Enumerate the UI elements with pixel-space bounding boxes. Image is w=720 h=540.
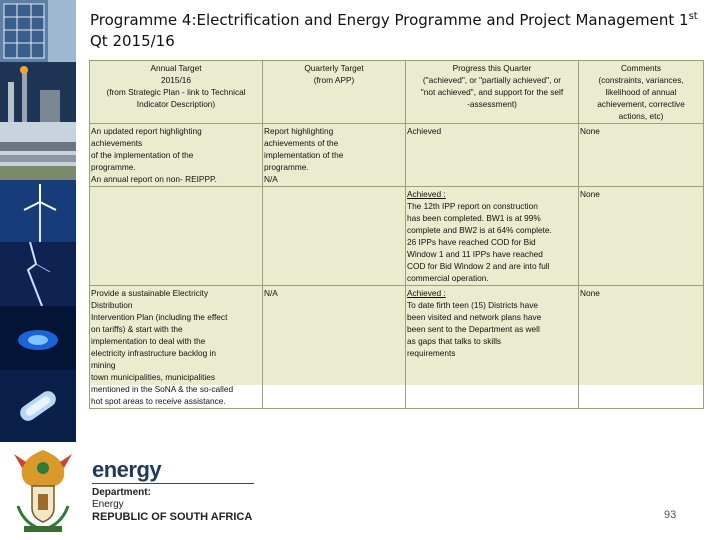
header-comments-line: likelihood of annual xyxy=(605,87,677,97)
gas-flame-photo xyxy=(0,306,76,370)
header-comments xyxy=(579,61,704,124)
cell-line: achievements of the xyxy=(264,138,339,148)
header-quarterly-line: Quarterly Target xyxy=(304,63,364,73)
energy-bulb-photo xyxy=(0,370,76,442)
cell-line: on tariffs) & start with the xyxy=(91,324,183,334)
cell-line: achievements xyxy=(91,138,143,148)
energy-logo-text: energy xyxy=(92,457,162,482)
cell-line: as gaps that talks to skills xyxy=(407,336,502,346)
solar-panel-photo xyxy=(0,0,76,62)
header-annual-target xyxy=(90,61,263,124)
department-name: Energy xyxy=(92,499,124,510)
header-progress-line: -assessment) xyxy=(467,99,517,109)
cell-line: The 12th IPP report on construction xyxy=(407,201,538,211)
department-label: Department: xyxy=(92,487,151,498)
cell-line: None xyxy=(580,126,600,136)
header-comments-line: actions, etc) xyxy=(618,111,664,121)
title-main: Programme 4:Electrification and Energy Programme and Project Management 1 xyxy=(90,11,689,29)
cell-line: been visited and network plans have xyxy=(407,312,542,322)
cell-line: An annual report on non- REIPPP. xyxy=(91,174,217,184)
table-cell-quarterly xyxy=(263,286,406,409)
table-cell-comments xyxy=(579,124,704,187)
cell-line: of the implementation of the xyxy=(91,150,194,160)
cell-line: town municipalities, municipalities xyxy=(91,372,216,382)
cell-line: N/A xyxy=(264,288,278,298)
cell-line: has been completed. BW1 is at 99% xyxy=(407,213,541,223)
cell-line: programme. xyxy=(264,162,309,172)
table-cell-progress xyxy=(406,286,579,409)
table-cell-comments xyxy=(579,286,704,409)
header-progress-line: ("achieved", or "partially achieved", or xyxy=(422,75,562,85)
progress-table xyxy=(89,60,703,406)
cell-line: An updated report highlighting xyxy=(91,126,202,136)
cell-line: implementation to deal with the xyxy=(91,336,206,346)
cell-line: been sent to the Department as well xyxy=(407,324,540,334)
table-cell-annual xyxy=(90,187,263,286)
header-progress-line: "not achieved", and support for the self xyxy=(420,87,564,97)
page-title xyxy=(90,6,715,52)
cell-line: hot spot areas to receive assistance. xyxy=(91,396,226,406)
cell-line: complete and BW2 is at 64% complete. xyxy=(407,225,552,235)
cell-line: commercial operation. xyxy=(407,273,489,283)
table-cell-progress xyxy=(406,187,579,286)
cell-line: requirements xyxy=(407,348,456,358)
header-quarterly-target xyxy=(263,61,406,124)
table-body xyxy=(90,124,704,409)
table-cell-annual xyxy=(90,286,263,409)
table-cell-annual xyxy=(90,124,263,187)
cell-line: COD for Bid Window 2 and are into full xyxy=(407,261,550,271)
cell-line: electricity infrastructure backlog in xyxy=(91,348,216,358)
table-header-row xyxy=(90,61,704,124)
country-name: REPUBLIC OF SOUTH AFRICA xyxy=(92,511,253,523)
cell-line: Intervention Plan (including the effect xyxy=(91,312,228,322)
table-cell-quarterly xyxy=(263,124,406,187)
cell-line: Distribution xyxy=(91,300,133,310)
table-cell-quarterly xyxy=(263,187,406,286)
cell-line: Achieved : xyxy=(407,189,446,199)
table-cell-comments xyxy=(579,187,704,286)
header-annual-line: 2015/16 xyxy=(161,75,191,85)
cell-line: Achieved xyxy=(407,126,442,136)
header-comments-line: (constraints, variances, xyxy=(598,75,684,85)
cell-line: Report highlighting xyxy=(264,126,334,136)
lightning-photo xyxy=(0,242,76,306)
cell-line: None xyxy=(580,288,600,298)
title-superscript: st xyxy=(688,11,698,22)
progress-table-grid xyxy=(89,60,704,409)
table-row xyxy=(90,124,704,187)
pipeline-photo xyxy=(0,122,76,180)
cell-line: mentioned in the SoNA & the so-called xyxy=(91,384,234,394)
page-number: 93 xyxy=(664,509,677,521)
header-annual-line: (from Strategic Plan - link to Technical xyxy=(106,87,246,97)
cell-line: Achieved : xyxy=(407,288,446,298)
header-comments-line: achievement, corrective xyxy=(597,99,685,109)
table-row xyxy=(90,286,704,409)
cell-line: programme. xyxy=(91,162,136,172)
cell-line: Provide a sustainable Electricity xyxy=(91,288,209,298)
cell-line: 26 IPPs have reached COD for Bid xyxy=(407,237,536,247)
table-row xyxy=(90,187,704,286)
cell-line: None xyxy=(580,189,600,199)
cell-line: N/A xyxy=(264,174,278,184)
cell-line: To date firth teen (15) Districts have xyxy=(407,300,538,310)
wind-turbine-photo xyxy=(0,180,76,242)
header-progress xyxy=(406,61,579,124)
header-annual-line: Annual Target xyxy=(150,63,202,73)
cell-line: Window 1 and 11 IPPs have reached xyxy=(407,249,543,259)
header-annual-line: Indicator Description) xyxy=(136,99,216,109)
coat-of-arms-icon xyxy=(8,446,78,534)
logo-rule xyxy=(92,483,254,484)
cell-line: mining xyxy=(91,360,116,370)
refinery-photo xyxy=(0,62,76,122)
side-photo-strip xyxy=(0,0,76,442)
header-progress-line: Progress this Quarter xyxy=(452,63,532,73)
header-comments-line: Comments xyxy=(620,63,662,73)
title-line2: Qt 2015/16 xyxy=(90,32,175,50)
table-cell-progress xyxy=(406,124,579,187)
header-quarterly-line: (from APP) xyxy=(313,75,355,85)
cell-line: implementation of the xyxy=(264,150,344,160)
